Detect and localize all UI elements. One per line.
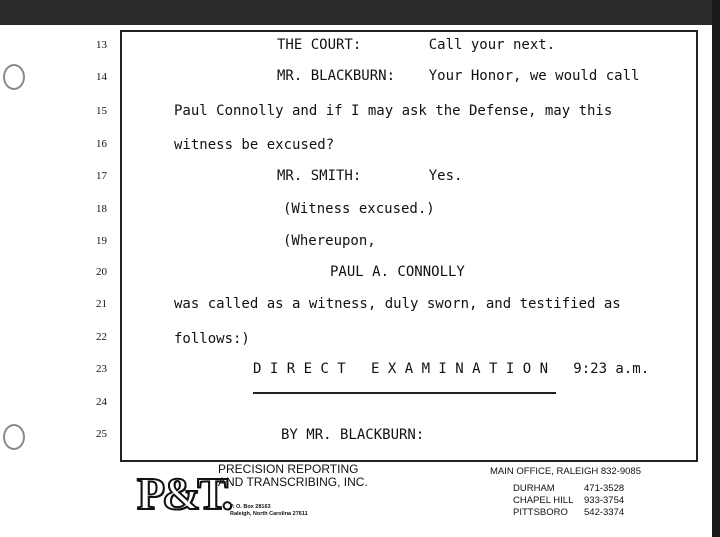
line-number: 24	[96, 396, 107, 408]
line-number: 16	[96, 138, 107, 150]
transcript-line: PAUL A. CONNOLLY	[330, 264, 465, 280]
transcript-line: MR. SMITH: Yes.	[277, 168, 463, 184]
binder-hole	[3, 64, 25, 90]
line-number: 14	[96, 71, 107, 83]
transcript-line: THE COURT: Call your next.	[277, 37, 556, 53]
section-heading: D I R E C T E X A M I N A T I O N 9:23 a.m.	[253, 361, 650, 377]
transcript-page: 13 14 15 16 17 18 19 20 21 22 23 24 25 THE COURT: Call your next. MR. BLACKBURN: Your Honor, we would call Paul Connolly and if I may ask the Defense, may this witness be excused? MR. SMITH: Yes. (Witness excused.) (Whereupon, PAUL A. CONNOLLY was called as a witness, duly sworn, and testified as follows:) D I R E C T E X A M I N A T I O N 9:23 a.m. BY MR. BLACKBURN: P&T. PRECISION REPORTING AND TRANSCRIBING, INC. P. O. Box 28163 Raleigh, North Carolina 27611 MAIN OFFICE, RALEIGH 832-9085 DURHAM 471-3528 CHAPEL HILL 933-3754 PITTSBORO 542-3374	[0, 0, 712, 537]
line-number: 21	[96, 298, 107, 310]
line-number: 15	[96, 105, 107, 117]
transcript-line: (Witness excused.)	[283, 201, 435, 217]
line-number: 13	[96, 39, 107, 51]
company-logo: P&T.	[137, 468, 231, 519]
line-number: 20	[96, 266, 107, 278]
transcript-line: Paul Connolly and if I may ask the Defense, may this	[174, 103, 613, 119]
line-number: 25	[96, 428, 107, 440]
company-address: P. O. Box 28163 Raleigh, North Carolina 27611	[230, 504, 308, 517]
transcript-line: was called as a witness, duly sworn, and testified as	[174, 296, 621, 312]
binder-hole	[3, 424, 25, 450]
transcript-line: MR. BLACKBURN: Your Honor, we would call	[277, 68, 640, 84]
line-number: 17	[96, 170, 107, 182]
main-office-phone: MAIN OFFICE, RALEIGH 832-9085	[490, 466, 641, 477]
line-number: 18	[96, 203, 107, 215]
transcript-line: witness be excused?	[174, 137, 335, 153]
transcript-border	[120, 30, 698, 462]
line-number: 19	[96, 235, 107, 247]
page-top-edge	[0, 0, 712, 25]
line-number: 23	[96, 363, 107, 375]
transcript-line: (Whereupon,	[283, 233, 376, 249]
company-name: PRECISION REPORTING AND TRANSCRIBING, INC.	[218, 462, 368, 489]
transcript-line: BY MR. BLACKBURN:	[281, 427, 425, 443]
line-number: 22	[96, 331, 107, 343]
transcript-line: follows:)	[174, 331, 250, 347]
heading-underline	[253, 392, 556, 394]
